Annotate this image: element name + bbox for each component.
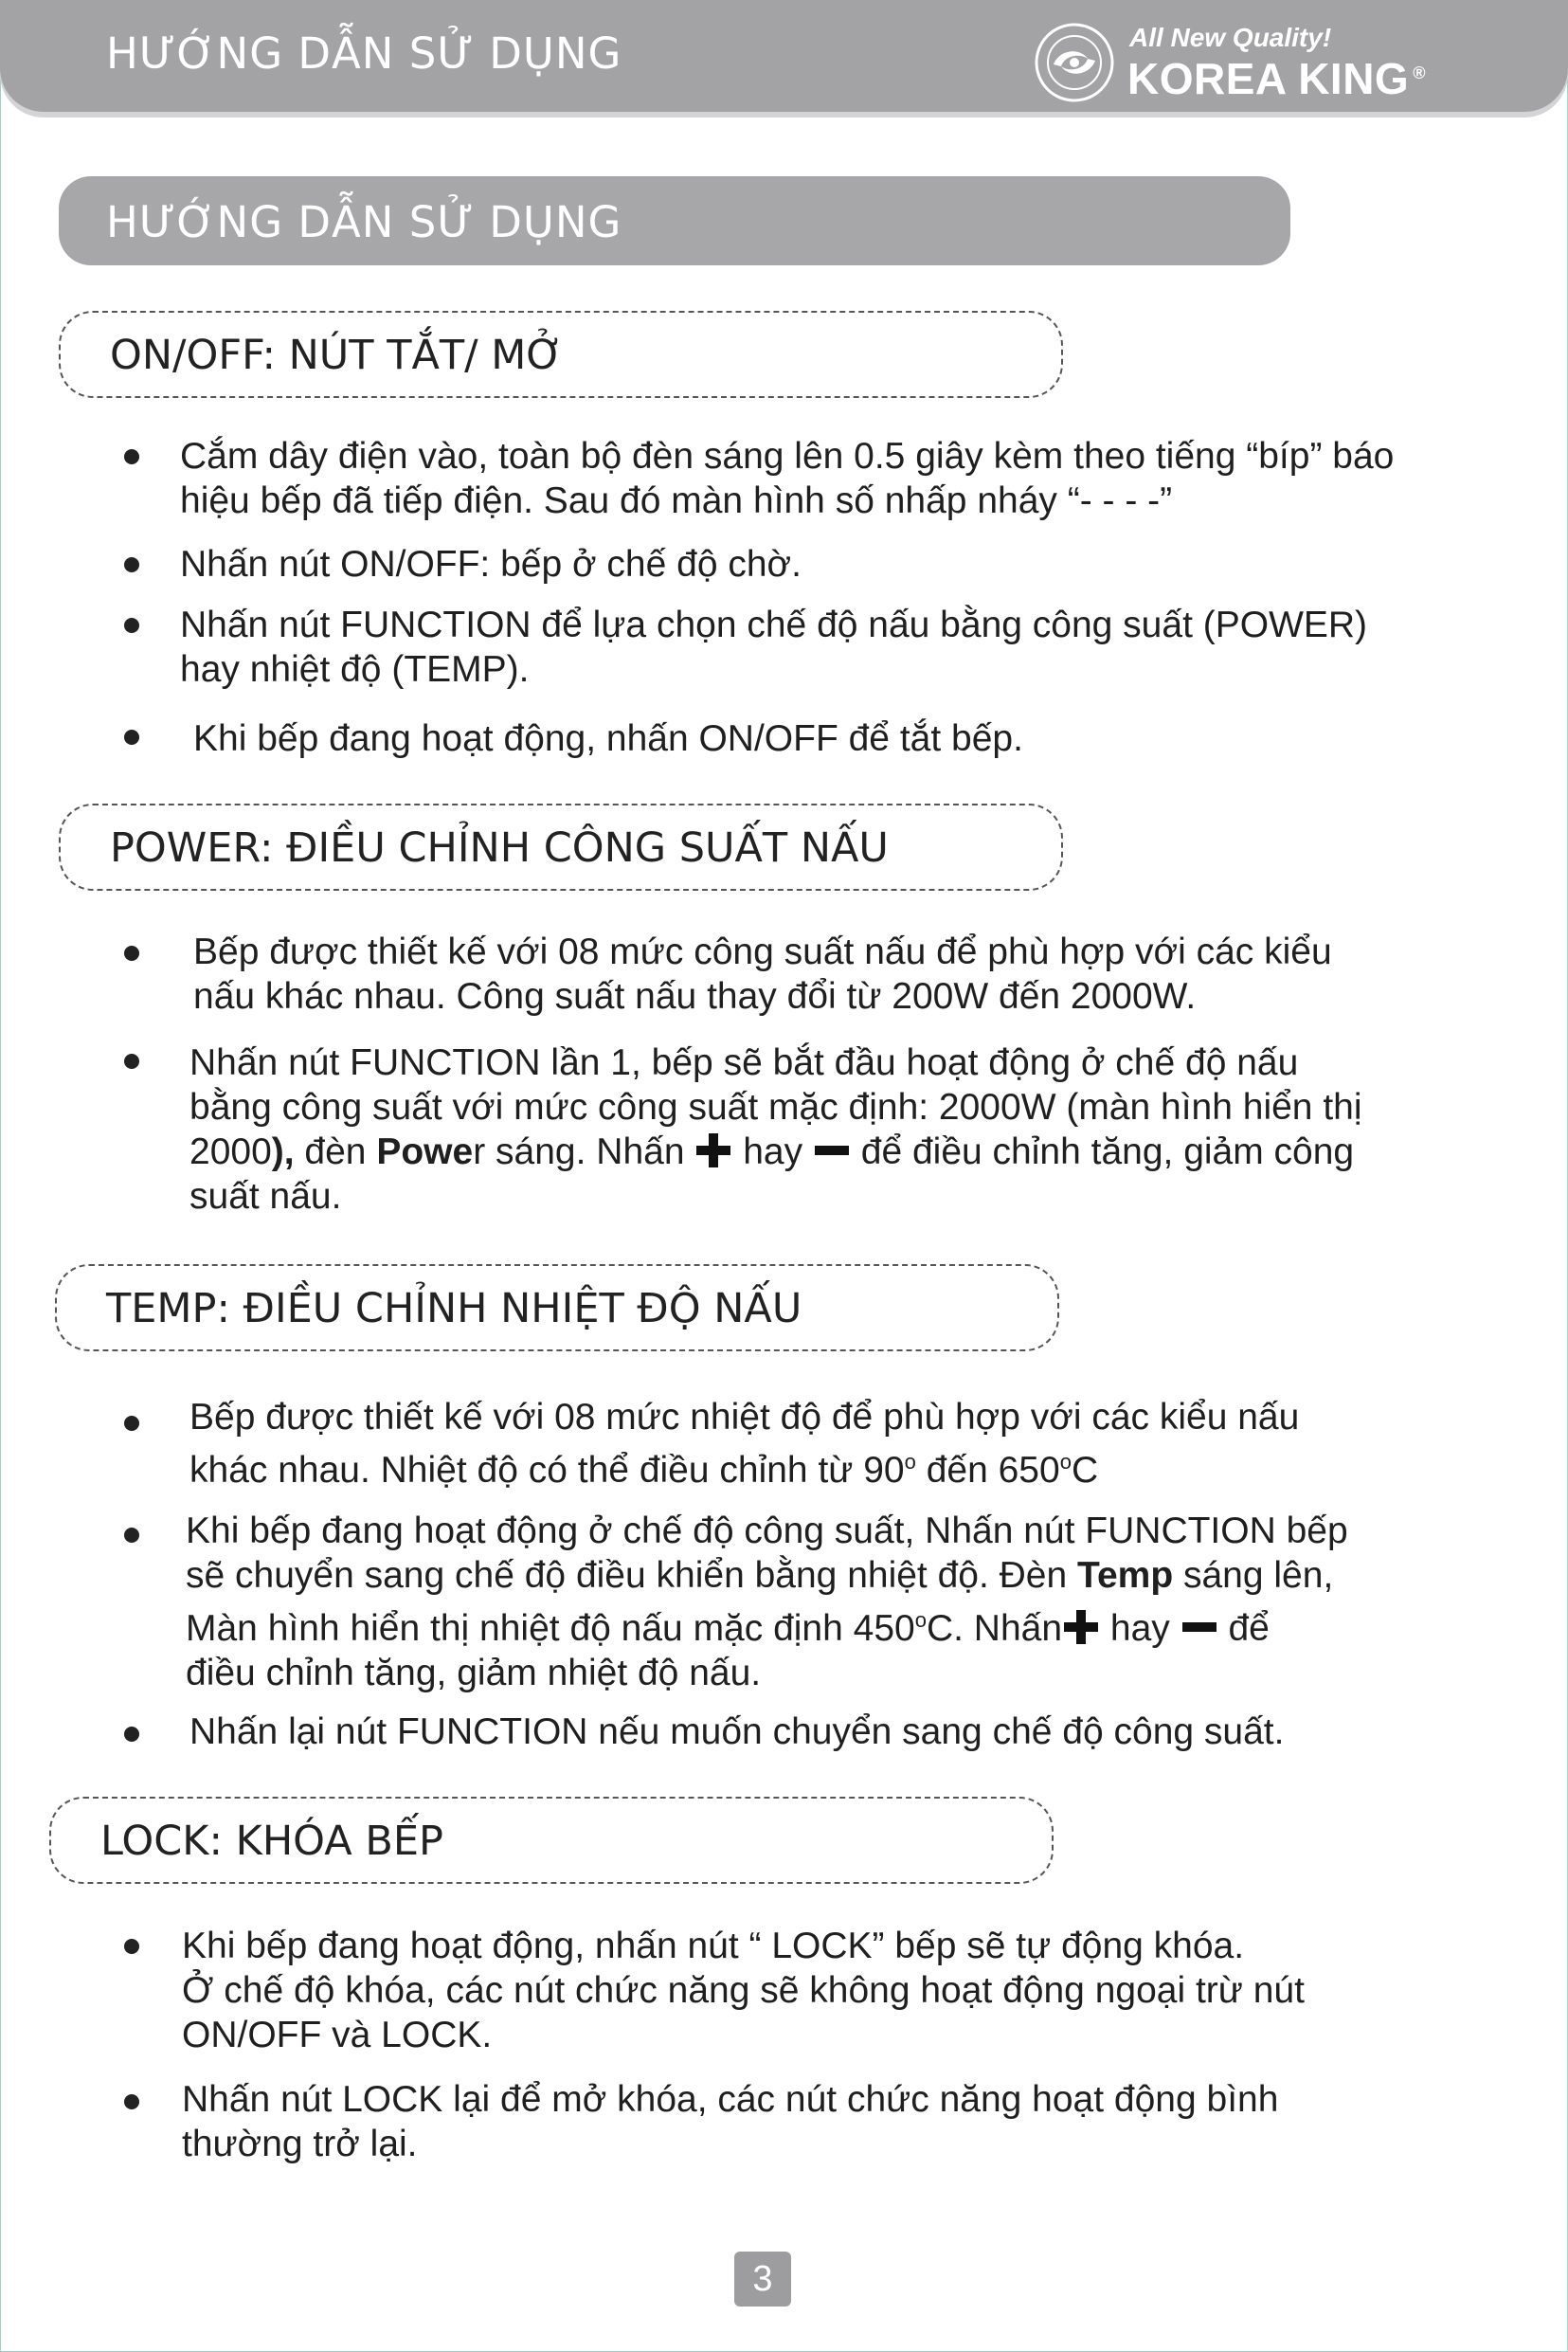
heading-temp-text: TEMP: ĐIỀU CHỈNH NHIỆT ĐỘ NẤU — [106, 1285, 802, 1332]
plus-icon — [1062, 1608, 1100, 1646]
bullet-dot — [124, 2094, 139, 2109]
list-item: Khi bếp đang hoạt động, nhấn nút “ LOCK” bếp sẽ tự động khóa. Ở chế độ khóa, các nút chức năng sẽ không hoạt động ngoại trừ nút ON/OFF và LOCK. — [182, 1926, 1305, 2055]
bullet-dot — [124, 618, 139, 633]
heading-on-off — [59, 311, 1063, 398]
bullet-dot — [124, 1054, 139, 1069]
section-banner — [59, 176, 1290, 265]
brand-name: KOREA KING ® — [1127, 54, 1426, 103]
list-item: Khi bếp đang hoạt động ở chế độ công suất, Nhấn nút FUNCTION bếp sẽ chuyển sang chế độ điều khiển bằng nhiệt độ. Đèn Temp sáng lên, Màn hình hiển thị nhiệt độ nấu mặc định 450$^o$C. Nhấn hay để điều chỉnh tăng, giảm nhiệt độ nấu. — [186, 1511, 1348, 1693]
list-item: Nhấn nút LOCK lại để mở khóa, các nút chức năng hoạt động bình thường trở lại. — [182, 2079, 1279, 2164]
bullet-dot — [124, 946, 139, 961]
header-bar — [0, 0, 1568, 112]
heading-lock — [49, 1797, 1054, 1884]
heading-power-text: POWER: ĐIỀU CHỈNH CÔNG SUẤT NẤU — [110, 824, 889, 872]
section-banner-title: HƯỚNG DẪN SỬ DỤNG — [106, 197, 622, 247]
heading-power — [59, 804, 1063, 891]
bullet-dot — [124, 1416, 139, 1431]
bullet-dot — [124, 1939, 139, 1954]
list-item: Nhấn nút ON/OFF: bếp ở chế độ chờ. — [180, 544, 802, 585]
page-number: 3 — [734, 2252, 791, 2307]
minus-icon — [1181, 1608, 1218, 1646]
list-item: Nhấn nút FUNCTION để lựa chọn chế độ nấu bằng công suất (POWER) hay nhiệt độ (TEMP). — [180, 605, 1368, 690]
brand-tagline: All New Quality! — [1129, 23, 1332, 52]
bullet-dot — [124, 449, 139, 464]
bullet-dot — [124, 1528, 139, 1543]
bullet-dot — [124, 1727, 139, 1742]
list-item: Khi bếp đang hoạt động, nhấn ON/OFF để tắt bếp. — [193, 718, 1023, 759]
plus-icon — [694, 1131, 732, 1169]
heading-temp — [55, 1264, 1059, 1351]
korea-king-emblem-icon — [1033, 21, 1116, 104]
list-item: Nhấn lại nút FUNCTION nếu muốn chuyển sang chế độ công suất. — [189, 1711, 1285, 1752]
list-item: Bếp được thiết kế với 08 mức công suất nấu để phù hợp với các kiểu nấu khác nhau. Công suất nấu thay đổi từ 200W đến 2000W. — [193, 932, 1332, 1017]
list-item: Cắm dây điện vào, toàn bộ đèn sáng lên 0.5 giây kèm theo tiếng “bíp” báo hiệu bếp đã tiếp điện. Sau đó màn hình số nhấp nháy “- - - -” — [180, 436, 1395, 521]
brand-logo — [1033, 21, 1431, 106]
list-item: Nhấn nút FUNCTION lần 1, bếp sẽ bắt đầu hoạt động ở chế độ nấu bằng công suất với mức công suất mặc định: 2000W (màn hình hiển thị 2000), đèn Power sáng. Nhấn hay để điều chỉnh tăng, giảm công suất nấu. — [189, 1042, 1362, 1217]
header-title: HƯỚNG DẪN SỬ DỤNG — [106, 28, 622, 79]
heading-on-off-text: ON/OFF: NÚT TẮT/ MỞ — [110, 332, 564, 379]
bullet-dot — [124, 730, 139, 745]
minus-icon — [813, 1131, 851, 1169]
bullet-dot — [124, 557, 139, 572]
heading-lock-text: LOCK: KHÓA BẾP — [100, 1818, 443, 1865]
list-item: Bếp được thiết kế với 08 mức nhiệt độ để phù hợp với các kiểu nấu khác nhau. Nhiệt độ có thể điều chỉnh từ 90$^o$ đến 650$^o$C — [189, 1397, 1300, 1491]
